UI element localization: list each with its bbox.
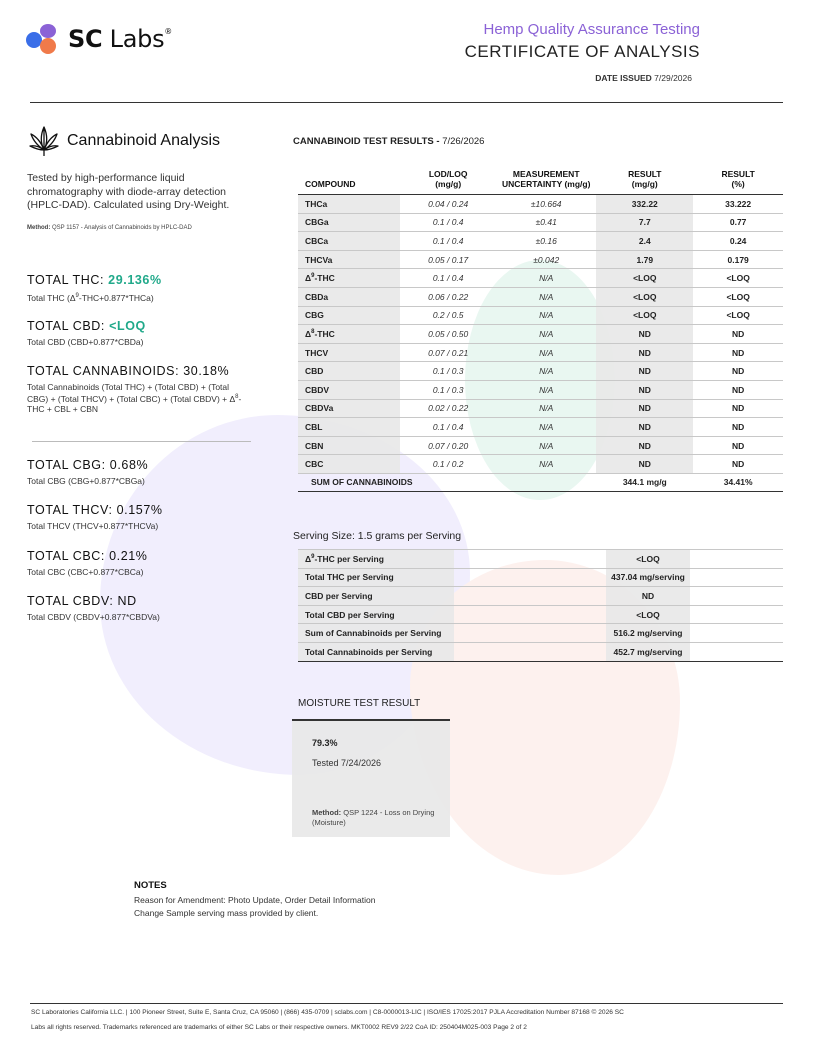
result-mg-cell: 2.4 [596,232,693,251]
header-subtitle: Hemp Quality Assurance Testing [483,21,700,38]
result-pct-cell: <LOQ [693,287,783,306]
col-uncertainty: MEASUREMENT UNCERTAINTY (mg/g) [496,165,596,195]
total-cbc: TOTAL CBC: 0.21% Total CBC (CBC+0.877*CBCa) [27,549,148,577]
table-row [298,343,783,362]
lod-loq-cell: 0.07 / 0.21 [400,343,496,362]
total-thc: TOTAL THC: 29.136% Total THC $(\Delta^9-THC+0.877*THCa)$ [27,273,162,303]
sc-labs-logo-icon [24,22,62,56]
total-cbg: TOTAL CBG: 0.68% Total CBG (CBG+0.877*CBGa) [27,458,149,486]
table-row [298,232,783,251]
result-mg-cell: <LOQ [596,306,693,325]
result-pct-cell: ND [693,455,783,474]
moisture-tested-date: Tested 7/24/2026 [312,758,382,768]
uncertainty-cell: ±0.16 [496,232,596,251]
compound-cell: THCV [298,343,400,362]
uncertainty-cell: N/A [496,306,596,325]
serving-label: Total CBD per Serving [298,605,454,624]
uncertainty-cell: N/A [496,362,596,381]
col-lod-loq: LOD/LOQ (mg/g) [400,165,496,195]
serving-end [690,642,783,661]
table-row [298,287,783,306]
table-header-row [298,165,783,195]
lod-loq-cell: 0.07 / 0.20 [400,436,496,455]
total-thc-value: 29.136% [108,273,162,287]
table-row [298,399,783,418]
sc-labs-logo [24,22,172,56]
result-mg-cell: ND [596,343,693,362]
serving-value: <LOQ [606,605,690,624]
serving-row [298,642,783,661]
result-mg-cell: ND [596,399,693,418]
sum-row [298,473,783,491]
result-pct-cell: ND [693,399,783,418]
result-pct-cell: 0.179 [693,250,783,269]
compound-cell: CBD [298,362,400,381]
total-cbdv: TOTAL CBDV: ND Total CBDV (CBDV+0.877*CBDVa) [27,594,160,622]
cannabinoid-results-table [298,165,783,492]
table-row [298,362,783,381]
method-note: Method: QSP 1157 - Analysis of Cannabinoids by HPLC-DAD [27,224,192,231]
serving-row [298,587,783,606]
result-pct-cell: ND [693,418,783,437]
compound-cell: CBCa [298,232,400,251]
serving-end [690,568,783,587]
cannabinoid-analysis-panel [27,124,257,231]
col-result-pct: RESULT (%) [693,165,783,195]
table-row [298,195,783,214]
total-cbd: TOTAL CBD: <LOQ Total CBD (CBD+0.877*CBDa) [27,319,146,347]
serving-table [298,549,783,662]
serving-spacer [454,587,606,606]
result-pct-cell: ND [693,362,783,381]
moisture-value: 79.3% [312,738,338,748]
table-row [298,250,783,269]
table-row [298,269,783,288]
result-pct-cell: 0.77 [693,213,783,232]
uncertainty-cell: N/A [496,455,596,474]
result-pct-cell: <LOQ [693,269,783,288]
total-cbd-value: <LOQ [109,319,146,333]
uncertainty-cell: N/A [496,436,596,455]
footer-line-2: Labs all rights reserved. Trademarks referenced are trademarks of either SC Labs or their respective owners. MKT0002 REV9 2/22 CoA ID: 250404M025-003 Page 2 of 2 [31,1024,527,1031]
compound-cell: THCVa [298,250,400,269]
table-row [298,418,783,437]
uncertainty-cell: N/A [496,380,596,399]
moisture-method: Method: QSP 1224 - Loss on Drying (Moisture) [312,808,435,827]
result-mg-cell: <LOQ [596,269,693,288]
lod-loq-cell: 0.05 / 0.50 [400,325,496,344]
compound-cell: CBDVa [298,399,400,418]
serving-spacer [454,624,606,643]
compound-cell: THCa [298,195,400,214]
serving-end [690,550,783,569]
serving-value: <LOQ [606,550,690,569]
result-mg-cell: ND [596,325,693,344]
method-description: Tested by high-performance liquid chromatography with diode-array detection (HPLC-DAD). Calculated using Dry-Weight. [27,172,230,211]
serving-size-title: Serving Size: 1.5 grams per Serving [293,530,462,542]
result-mg-cell: 7.7 [596,213,693,232]
notes-section [134,880,534,919]
compound-cell: CBL [298,418,400,437]
section-title: Cannabinoid Analysis [67,132,220,149]
compound-cell: $\Delta^9$-THC [298,269,400,288]
result-mg-cell: ND [596,362,693,381]
left-divider [32,441,251,442]
result-mg-cell: ND [596,436,693,455]
col-compound: COMPOUND [298,165,400,195]
table-row [298,325,783,344]
lod-loq-cell: 0.1 / 0.3 [400,362,496,381]
lod-loq-cell: 0.04 / 0.24 [400,195,496,214]
results-title: CANNABINOID TEST RESULTS - 7/26/2026 [293,136,485,147]
moisture-title: MOISTURE TEST RESULT [298,698,421,709]
serving-row [298,568,783,587]
result-pct-cell: ND [693,343,783,362]
footer-divider [30,1003,783,1004]
serving-end [690,624,783,643]
result-pct-cell: 0.24 [693,232,783,251]
result-pct-cell: ND [693,436,783,455]
uncertainty-cell: N/A [496,418,596,437]
total-cannabinoids: TOTAL CANNABINOIDS: 30.18% Total Cannabinoids (Total THC) + (Total CBD) + (Total CBG) + (Total THCV) + (Total CBC) + (Total CBDV) + $\Delta^8$-THC + CBL + CBN [27,364,242,414]
lod-loq-cell: 0.1 / 0.4 [400,232,496,251]
compound-cell: CBN [298,436,400,455]
footer-line-1: SC Laboratories California LLC. | 100 Pioneer Street, Suite E, Santa Cruz, CA 95060 | (866) 435-0709 | sclabs.com | C8-0000013-LIC | ISO/IES 17025:2017 PJLA Accreditation Number 87168 © 2026 SC [31,1009,624,1016]
result-mg-cell: <LOQ [596,287,693,306]
lod-loq-cell: 0.1 / 0.2 [400,455,496,474]
lod-loq-cell: 0.1 / 0.4 [400,418,496,437]
serving-label: Total THC per Serving [298,568,454,587]
notes-line-2: Change Sample serving mass provided by client. [134,907,319,918]
serving-row [298,624,783,643]
total-thcv: TOTAL THCV: 0.157% Total THCV (THCV+0.877*THCVa) [27,503,163,531]
sum-label: SUM OF CANNABINOIDS [298,473,596,491]
serving-row [298,550,783,569]
lod-loq-cell: 0.1 / 0.4 [400,269,496,288]
uncertainty-cell: N/A [496,287,596,306]
compound-cell: CBDa [298,287,400,306]
table-row [298,436,783,455]
result-pct-cell: 33.222 [693,195,783,214]
serving-value: 516.2 mg/serving [606,624,690,643]
uncertainty-cell: N/A [496,325,596,344]
compound-cell: CBGa [298,213,400,232]
section-heading [27,124,257,158]
result-pct-cell: <LOQ [693,306,783,325]
table-row [298,213,783,232]
uncertainty-cell: ±0.41 [496,213,596,232]
header-title: CERTIFICATE OF ANALYSIS [464,42,700,61]
uncertainty-cell: ±0.042 [496,250,596,269]
result-mg-cell: ND [596,418,693,437]
logo-text: SC Labs® [68,25,172,53]
lod-loq-cell: 0.02 / 0.22 [400,399,496,418]
serving-spacer [454,605,606,624]
result-mg-cell: 332.22 [596,195,693,214]
serving-end [690,587,783,606]
compound-cell: CBG [298,306,400,325]
result-pct-cell: ND [693,325,783,344]
sum-pct: 34.41% [693,473,783,491]
compound-cell: CBDV [298,380,400,399]
notes-line-1: Reason for Amendment: Photo Update, Order Detail Information [134,895,376,905]
sum-mg: 344.1 mg/g [596,473,693,491]
col-result-mg: RESULT (mg/g) [596,165,693,195]
lod-loq-cell: 0.05 / 0.17 [400,250,496,269]
compound-cell: CBC [298,455,400,474]
serving-spacer [454,550,606,569]
uncertainty-cell: N/A [496,399,596,418]
serving-value: ND [606,587,690,606]
cannabis-leaf-icon [27,124,61,158]
notes-title: NOTES [134,880,167,891]
uncertainty-cell: N/A [496,343,596,362]
lod-loq-cell: 0.06 / 0.22 [400,287,496,306]
uncertainty-cell: ±10.664 [496,195,596,214]
serving-spacer [454,642,606,661]
serving-row [298,605,783,624]
lod-loq-cell: 0.1 / 0.3 [400,380,496,399]
table-row [298,306,783,325]
date-issued: DATE ISSUED 7/29/2026 [595,73,692,83]
serving-value: 437.04 mg/serving [606,568,690,587]
compound-cell: $\Delta^8$-THC [298,325,400,344]
serving-spacer [454,568,606,587]
result-mg-cell: ND [596,380,693,399]
result-mg-cell: ND [596,455,693,474]
result-pct-cell: ND [693,380,783,399]
lod-loq-cell: 0.1 / 0.4 [400,213,496,232]
serving-label: Sum of Cannabinoids per Serving [298,624,454,643]
header-divider [30,102,783,103]
serving-label: Total Cannabinoids per Serving [298,642,454,661]
serving-label: CBD per Serving [298,587,454,606]
serving-value: 452.7 mg/serving [606,642,690,661]
serving-end [690,605,783,624]
lod-loq-cell: 0.2 / 0.5 [400,306,496,325]
table-row [298,455,783,474]
table-row [298,380,783,399]
uncertainty-cell: N/A [496,269,596,288]
result-mg-cell: 1.79 [596,250,693,269]
serving-label: $\Delta^9$-THC per Serving [298,550,454,569]
